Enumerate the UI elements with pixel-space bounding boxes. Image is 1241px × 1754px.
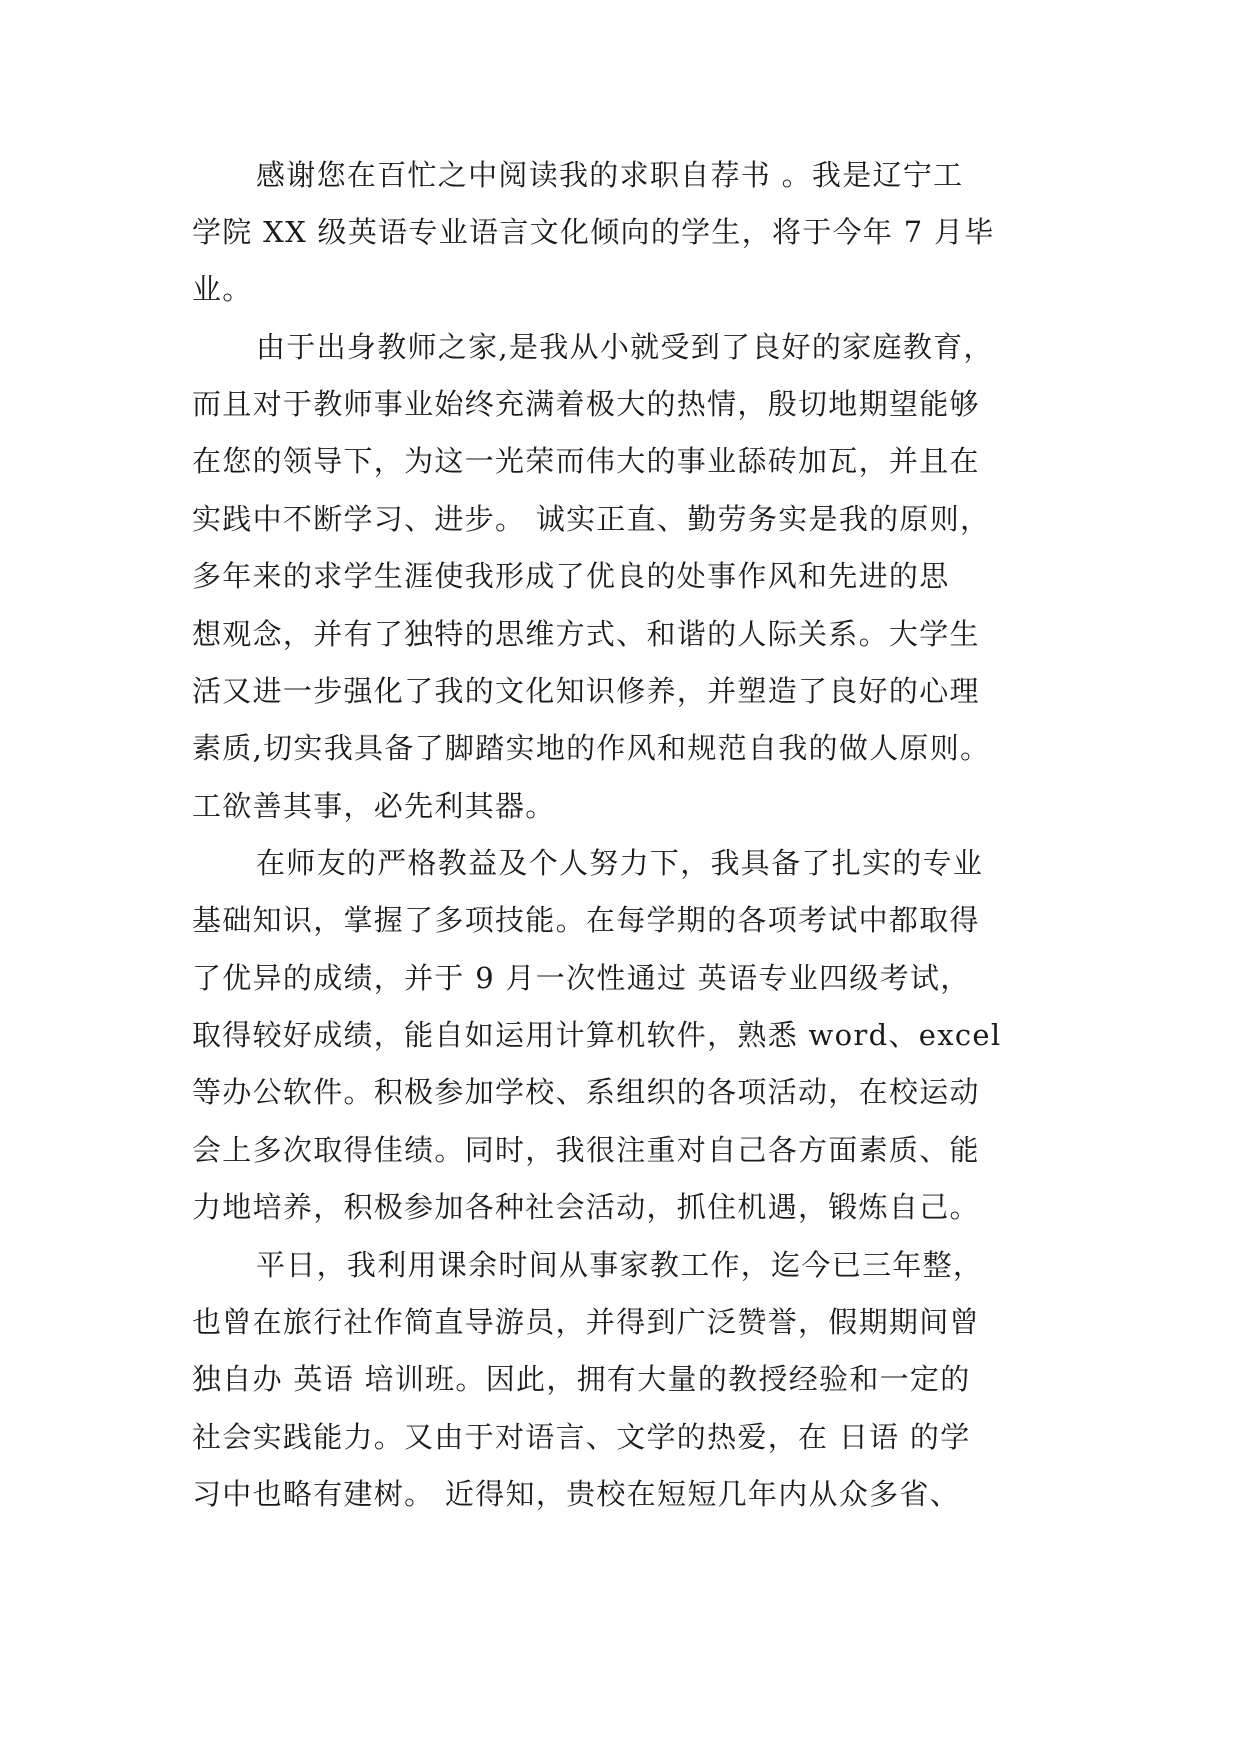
text-line: 会上多次取得佳绩。同时，我很注重对自己各方面素质、能	[192, 1133, 980, 1167]
text-line: 社会实践能力。又由于对语言、文学的热爱，在 日语 的学	[192, 1420, 971, 1454]
text-line: 业。	[192, 272, 253, 306]
text-line: 习中也略有建树。 近得知，贵校在短短几年内从众多省、	[192, 1477, 961, 1511]
text-line: 也曾在旅行社作简直导游员，并得到广泛赞誉，假期期间曾	[192, 1305, 980, 1339]
text-line: 工欲善其事，必先利其器。	[192, 789, 556, 823]
text-line: 学院 XX 级英语专业语言文化倾向的学生，将于今年 7 月毕	[192, 215, 995, 249]
text-line: 想观念，并有了独特的思维方式、和谐的人际关系。大学生	[192, 617, 980, 651]
text-line: 在师友的严格教益及个人努力下，我具备了扎实的专业	[256, 846, 984, 880]
text-line: 独自办 英语 培训班。因此，拥有大量的教授经验和一定的	[192, 1362, 971, 1396]
text-line: 取得较好成绩，能自如运用计算机软件，熟悉 word、excel	[192, 1018, 1002, 1052]
text-line: 素质,切实我具备了脚踏实地的作风和规范自我的做人原则。	[192, 731, 991, 765]
text-line: 多年来的求学生涯使我形成了优良的处事作风和先进的思	[192, 559, 950, 593]
text-line: 力地培养，积极参加各种社会活动，抓住机遇，锻炼自己。	[192, 1190, 980, 1224]
text-line: 感谢您在百忙之中阅读我的求职自荐书 。我是辽宁工	[256, 158, 964, 192]
text-line: 活又进一步强化了我的文化知识修养，并塑造了良好的心理	[192, 674, 980, 708]
text-line: 由于出身教师之家,是我从小就受到了良好的家庭教育，	[256, 330, 994, 364]
text-line: 等办公软件。积极参加学校、系组织的各项活动，在校运动	[192, 1075, 980, 1109]
text-line: 了优异的成绩，并于 9 月一次性通过 英语专业四级考试，	[192, 961, 971, 995]
text-line: 基础知识，掌握了多项技能。在每学期的各项考试中都取得	[192, 903, 980, 937]
text-line: 在您的领导下，为这一光荣而伟大的事业舔砖加瓦，并且在	[192, 444, 980, 478]
text-line: 实践中不断学习、进步。 诚实正直、勤劳务实是我的原则，	[192, 502, 991, 536]
text-line: 而且对于教师事业始终充满着极大的热情，殷切地期望能够	[192, 387, 980, 421]
text-line: 平日，我利用课余时间从事家教工作，迄今已三年整，	[256, 1248, 984, 1282]
